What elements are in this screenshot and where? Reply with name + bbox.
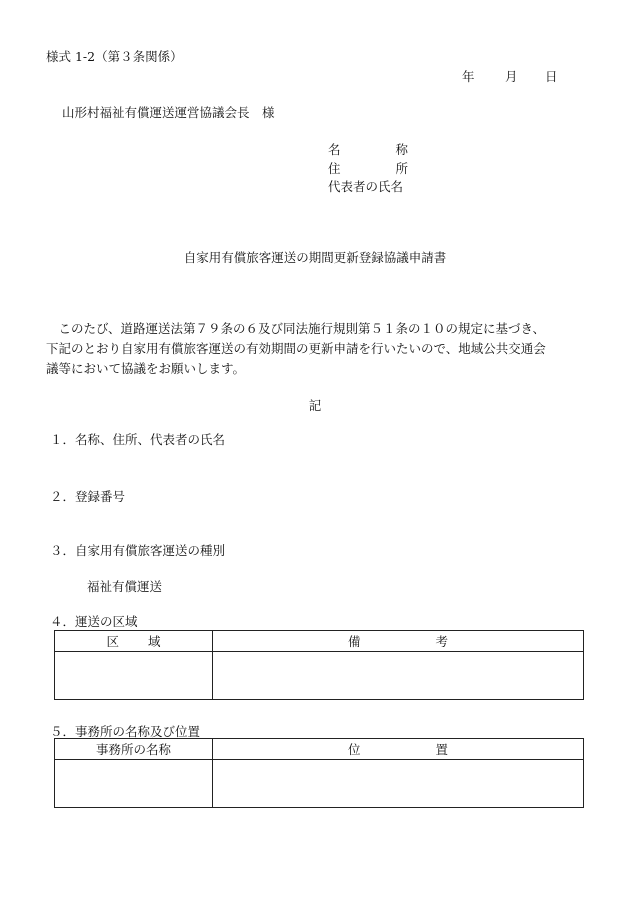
area-cell[interactable] — [55, 652, 213, 700]
location-column-header: 位 置 — [213, 739, 584, 760]
applicant-address-label: 住 所 — [328, 161, 408, 176]
form-number: 様式 1-2（第３条関係） — [46, 49, 183, 64]
item-3-value: 福祉有償運送 — [87, 579, 163, 594]
item-5-heading: ５．事務所の名称及び位置 — [50, 724, 201, 739]
item-3-heading: ３．自家用有償旅客運送の種別 — [50, 543, 226, 558]
ki-heading: 記 — [308, 398, 322, 413]
date-year-label: 年 — [462, 69, 475, 84]
remarks-cell[interactable] — [213, 652, 584, 700]
office-name-column-header: 事務所の名称 — [55, 739, 213, 760]
date-month-label: 月 — [505, 69, 518, 84]
area-column-header: 区 域 — [55, 631, 213, 652]
item-4-heading: ４．運送の区域 — [50, 614, 138, 629]
location-cell[interactable] — [213, 760, 584, 808]
office-name-cell[interactable] — [55, 760, 213, 808]
date-day-label: 日 — [545, 69, 558, 84]
body-line: 議等において協議をお願いします。 — [46, 361, 246, 376]
transport-area-table — [54, 630, 584, 700]
item-1-heading: １．名称、住所、代表者の氏名 — [50, 432, 226, 447]
body-line: 下記のとおり自家用有償旅客運送の有効期間の更新申請を行いたいので、地域公共交通会 — [46, 341, 546, 356]
addressee: 山形村福祉有償運送運営協議会長 様 — [62, 105, 275, 120]
body-paragraph — [46, 319, 592, 379]
body-line: このたび、道路運送法第７９条の６及び同法施行規則第５１条の１０の規定に基づき、 — [46, 321, 546, 336]
applicant-representative-label: 代表者の氏名 — [328, 179, 404, 194]
remarks-column-header: 備 考 — [213, 631, 584, 652]
office-table — [54, 738, 584, 808]
item-2-heading: ２．登録番号 — [50, 489, 126, 504]
document-title: 自家用有償旅客運送の期間更新登録協議申請書 — [183, 250, 447, 265]
applicant-name-label: 名 称 — [328, 142, 408, 157]
